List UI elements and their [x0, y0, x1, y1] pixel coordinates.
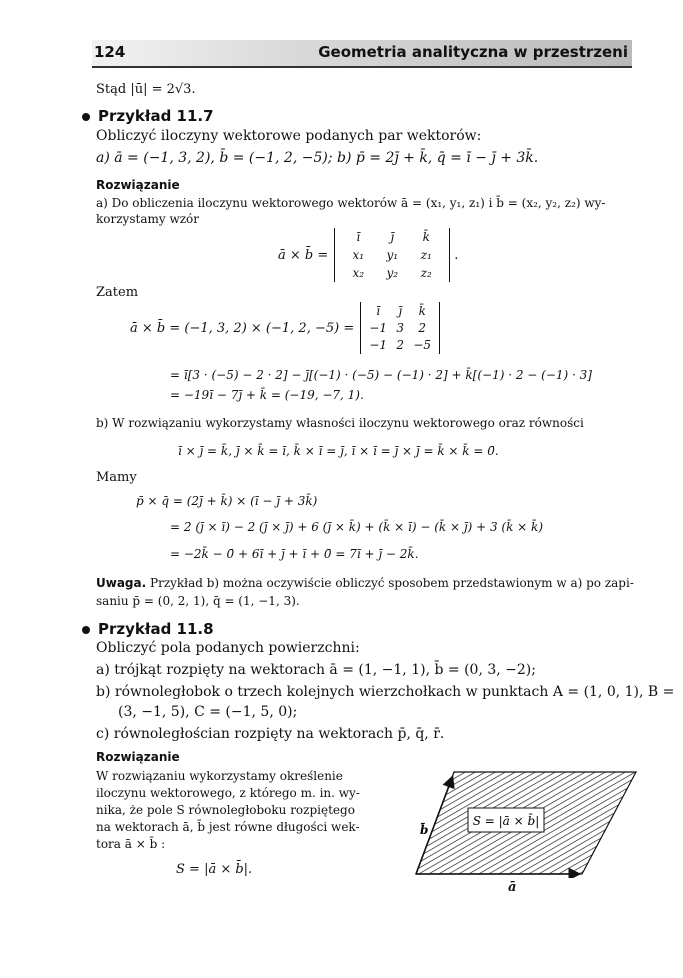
determinant-2: [360, 302, 440, 354]
det2-cell: k̄: [418, 304, 426, 318]
example-parts: a) ā = (−1, 3, 2), b̄ = (−1, 2, −5); b) p̄ = 2j̄ + k̄, q̄ = ī − j̄ + 3k̄.: [96, 150, 539, 166]
page-header: [92, 40, 632, 68]
det2-lhs: ā × b̄ = (−1, 3, 2) × (−1, 2, −5) =: [130, 320, 355, 336]
part-b-identities: ī × j̄ = k̄, j̄ × k̄ = ī, k̄ × ī = j̄, ī × ī = j̄ × j̄ = k̄ × k̄ = 0̄.: [178, 444, 499, 458]
area-label: S = |ā × b̄|: [472, 814, 540, 828]
determinant-formula: [278, 228, 458, 282]
det2-cell: −5: [413, 338, 432, 352]
part-b-intro: b) W rozwiązaniu wykorzystamy własności iloczynu wektorowego oraz równości: [96, 416, 584, 430]
det1-cell: y₁: [386, 248, 399, 262]
solution-2-line: nika, że pole S równoległoboku rozpiętego: [96, 803, 355, 817]
det2-cell: 3: [396, 321, 405, 335]
det1-dot: .: [454, 247, 459, 263]
vector-b-label: b̄: [420, 823, 429, 837]
det2-cell: 2: [396, 338, 405, 352]
det2-cell: ī: [376, 304, 381, 318]
det1-cell: z₁: [420, 248, 432, 262]
example-11-8-title: [82, 620, 214, 638]
example2-task: Obliczyć pola podanych powierzchni:: [96, 640, 360, 656]
example2-c: c) równoległościan rozpięty na wektorach p̄, q̄, r̄.: [96, 726, 445, 742]
pq-line-3: = −2k̄ − 0̄ + 6ī + j̄ + ī + 0̄ = 7ī + j̄ − 2k̄.: [170, 547, 419, 561]
solution-label-2: Rozwiązanie: [96, 750, 180, 764]
det2-cell: −1: [369, 338, 388, 352]
example2-a: a) trójkąt rozpięty na wektorach ā = (1, −1, 1), b̄ = (0, 3, −2);: [96, 662, 536, 678]
determinant-computation: [130, 302, 440, 354]
parallelogram-figure: [412, 762, 642, 878]
result-line-2: = −19ī − 7j̄ + k̄ = (−19, −7, 1).: [170, 388, 364, 402]
example2-b-line-1: b) równoległobok o trzech kolejnych wierzchołkach w punktach A = (1, 0, 1), B =: [96, 684, 675, 700]
example-title-text: Przykład 11.7: [98, 107, 214, 125]
det1-cell: j̄: [390, 230, 395, 244]
det1-cell: x₂: [352, 266, 365, 280]
pq-line-1: p̄ × q̄ = (2j̄ + k̄) × (ī − j̄ + 3k̄): [136, 494, 318, 508]
note-text: Przykład b) można oczywiście obliczyć sposobem przedstawionym w a) po zapi-: [146, 576, 634, 590]
zatem-label: Zatem: [96, 285, 139, 300]
det2-cell: −1: [369, 321, 388, 335]
example-title-text: Przykład 11.8: [98, 620, 214, 638]
determinant-1: [334, 228, 450, 282]
bullet-icon: [82, 113, 90, 121]
example-task: Obliczyć iloczyny wektorowe podanych par wektorów:: [96, 128, 482, 144]
bullet-icon: [82, 626, 90, 634]
det1-lhs: ā × b̄ =: [278, 247, 329, 263]
det1-cell: x₁: [352, 248, 365, 262]
note-label: Uwaga.: [96, 576, 147, 590]
det1-cell: ī: [356, 230, 361, 244]
solution-2-line: na wektorach ā, b̄ jest równe długości wek-: [96, 820, 360, 834]
solution-2-text: [96, 768, 360, 853]
result-line-1: = ī[3 · (−5) − 2 · 2] − j̄[(−1) · (−5) − (−1) · 2] + k̄[(−1) · 2 − (−1) · 3]: [170, 368, 592, 382]
solution-2-line: tora ā × b̄ :: [96, 837, 166, 851]
section-title: Geometria analityczna w przestrzeni: [318, 43, 628, 61]
vector-a-label: ā: [508, 880, 517, 895]
page-number: 124: [94, 43, 126, 61]
pq-line-2: = 2 (j̄ × ī) − 2 (j̄ × j̄) + 6 (j̄ × k̄) + (k̄ × ī) − (k̄ × j̄) + 3 (k̄ × k̄): [170, 520, 544, 534]
solution-a-line-1: a) Do obliczenia iloczynu wektorowego wektorów ā = (x₁, y₁, z₁) i b̄ = (x₂, y₂, z₂) wy-: [96, 196, 606, 210]
area-formula: S = |ā × b̄|.: [176, 862, 253, 877]
det1-cell: y₂: [386, 266, 399, 280]
solution-label: Rozwiązanie: [96, 178, 180, 192]
det2-cell: j̄: [398, 304, 403, 318]
det1-cell: z₂: [420, 266, 432, 280]
solution-2-line: W rozwiązaniu wykorzystamy określenie: [96, 769, 343, 783]
example2-b-line-2: (3, −1, 5), C = (−1, 5, 0);: [118, 704, 298, 720]
mamy-label: Mamy: [96, 470, 137, 485]
note-line-1: [96, 576, 634, 590]
det1-cell: k̄: [422, 230, 430, 244]
solution-2-line: iloczynu wektorowego, z którego m. in. wy-: [96, 786, 360, 800]
intro-line: Stąd |ū| = 2√3.: [96, 82, 196, 97]
solution-a-line-2: korzystamy wzór: [96, 212, 199, 226]
det2-cell: 2: [418, 321, 427, 335]
note-line-2: saniu p̄ = (0, 2, 1), q̄ = (1, −1, 3).: [96, 594, 300, 608]
example-11-7-title: [82, 107, 214, 125]
